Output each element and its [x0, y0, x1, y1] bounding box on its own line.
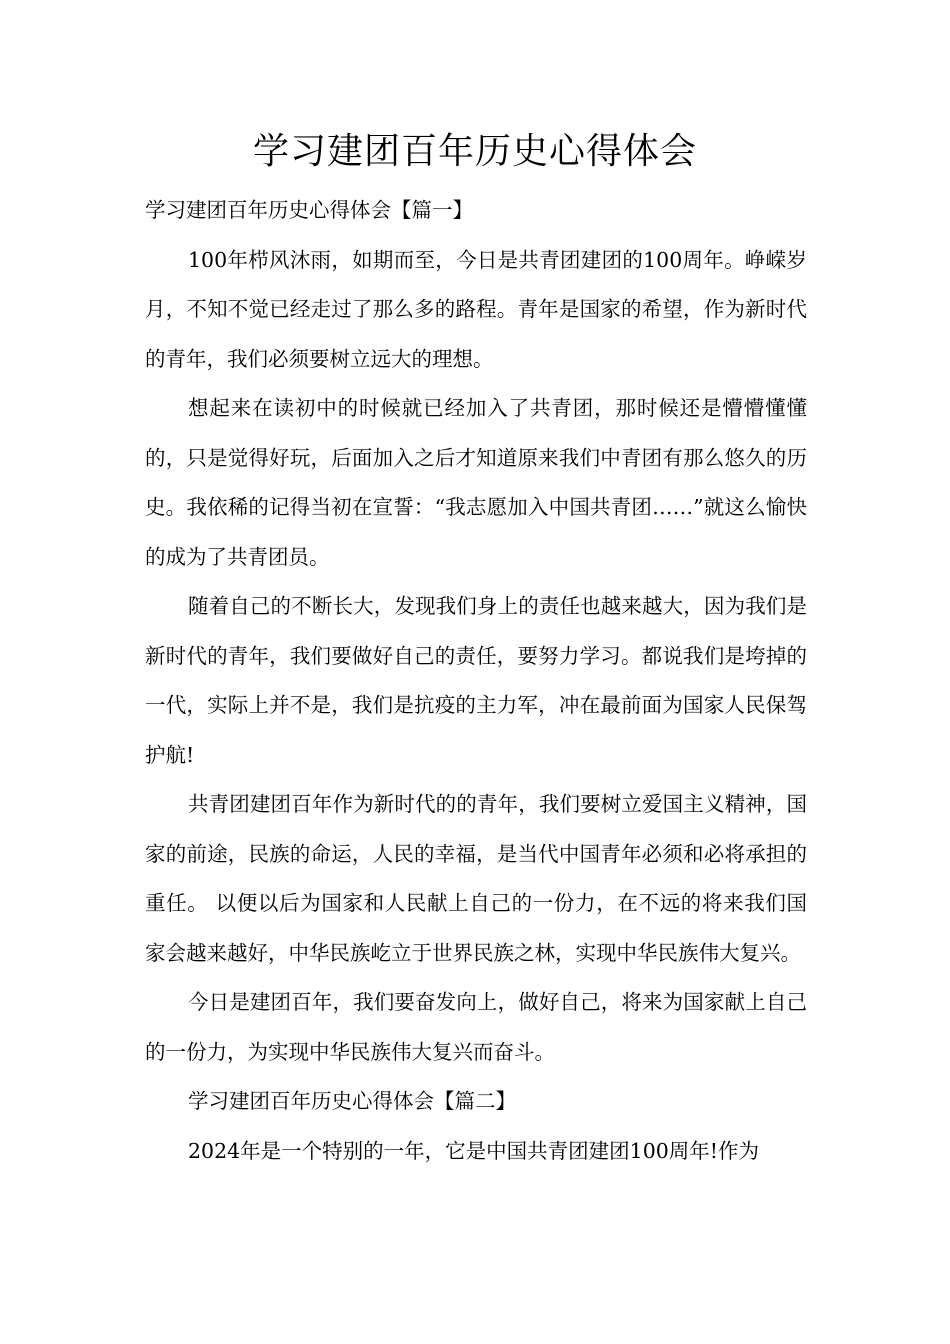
- paragraph: 100年栉风沐雨，如期而至，今日是共青团建团的100周年。峥嵘岁月，不知不觉已经走过了那么多的路程。青年是国家的希望，作为新时代的青年，我们必须要树立远大的理想。: [145, 247, 807, 371]
- paragraph: 随着自己的不断长大，发现我们身上的责任也越来越大，因为我们是新时代的青年，我们要做好自己的责任，要努力学习。都说我们是垮掉的一代，实际上并不是，我们是抗疫的主力军，冲在最前面为国家人民保驾护航!: [145, 594, 807, 767]
- paragraph: 今日是建团百年，我们要奋发向上，做好自己，将来为国家献上自己的一份力，为实现中华民族伟大复兴而奋斗。: [145, 990, 807, 1064]
- document-title: 学习建团百年历史心得体会: [252, 131, 697, 172]
- section-heading-1: 学习建团百年历史心得体会【篇一】: [145, 198, 473, 222]
- section-heading-2: 学习建团百年历史心得体会【篇二】: [188, 1089, 516, 1113]
- paragraph: 想起来在读初中的时候就已经加入了共青团，那时候还是懵懵懂懂的，只是觉得好玩，后面加入之后才知道原来我们中青团有那么悠久的历史。我依稀的记得当初在宣誓：“我志愿加入中国共青团……”就这么愉快的成为了共青团员。: [145, 396, 807, 569]
- document-body: [145, 186, 807, 1176]
- paragraph: 共青团建团百年作为新时代的的青年，我们要树立爱国主义精神，国家的前途，民族的命运，人民的幸福，是当代中国青年必须和必将承担的重任。 以便以后为国家和人民献上自己的一份力，在不远的将来我们国家会越来越好，中华民族屹立于世界民族之林，实现中华民族伟大复兴。: [145, 792, 807, 965]
- paragraph: 2024年是一个特别的一年，它是中国共青团建团100周年!作为: [188, 1138, 760, 1163]
